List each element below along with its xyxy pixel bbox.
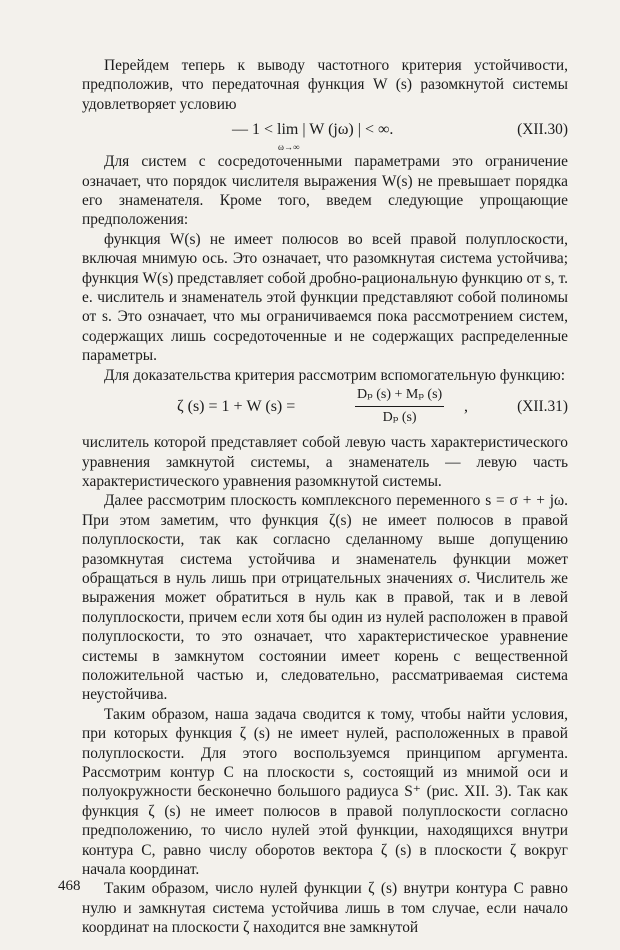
paragraph-7: Таким образом, наша задача сводится к тому, чтобы найти условия, при которых функция ζ (s) не имеет нулей, расположенных в правой полуплоскости. Для этого воспользуемся принципом аргумента. Рассмотрим контур C на плоскости s, состоящий из мнимой оси и полуокружности бесконечно большого радиуса S⁺ (рис. XII. 3). Так как функция ζ (s) не имеет полюсов в правой полуплоскости согласно предположению, то число нулей этой функции, находящихся внутри контура C, равно числу оборотов вектора ζ (s) в плоскости ζ вокруг начала координат.: [82, 705, 568, 879]
paragraph-2: Для систем с сосредоточенными параметрами это ограничение означает, что порядок числителя выражения W(s) не превышает порядка его знаменателя. Кроме того, введем следующие упрощающие предположения:: [82, 153, 568, 229]
paragraph-3: функция W(s) не имеет полюсов во всей правой полуплоскости, включая мнимую ось. Это означает, что разомкнутая система устойчива; функция W(s) представляет собой дробно-рациональную функцию от s, т. е. числитель и знаменатель этой функции представляют собой полиномы от s. Это означает, что мы ограничиваемся пока рассмотрением систем, содержащих лишь сосредоточенные и не содержащих распределенные параметры.: [82, 230, 568, 365]
equation-xii-31-lhs: ζ (s) = 1 + W (s) =: [177, 398, 296, 416]
equation-number-xii-31: (XII.31): [517, 398, 568, 416]
limit-operator: [277, 120, 300, 153]
paragraph-4: Для доказательства критерия рассмотрим вспомогательную функцию:: [104, 366, 566, 384]
limit-text: lim: [277, 121, 299, 139]
paragraph-6: Далее рассмотрим плоскость комплексного переменного s = σ + + jω. При этом заметим, что функция ζ(s) не имеет полюсов в правой полуплоскости, так как согласно сделанному выше допущению разомкнутая система устойчива и знаменатель функции может обращаться в нуль лишь при отрицательных значениях σ. Числитель же выражения может обратиться в нуль как в правой, так и в левой полуплоскости, причем если хотя бы один из нулей расположен в правой полуплоскости, то это означает, что характеристическое уравнение системы в замкнутом состоянии имеет корень с вещественной положительной частью и, следовательно, рассматриваемая система неустойчива.: [82, 492, 568, 704]
fraction-numerator: Dₚ (s) + Mₚ (s): [355, 385, 444, 406]
limit-subscript: ω→∞: [278, 142, 300, 153]
equation-comma: ,: [464, 398, 468, 416]
equation-xii-30-body: [232, 120, 394, 153]
paragraph-8: Таким образом, число нулей функции ζ (s) внутри контура C равно нулю и замкнутая система устойчива лишь в том случае, если начало координат на плоскости ζ находится вне замкнутой: [82, 880, 568, 937]
equation-xii-31: [82, 385, 568, 429]
paragraph-1: Перейдем теперь к выводу частотного критерия устойчивости, предположив, что передаточная функция W (s) разомкнутой системы удовлетворяет условию: [82, 57, 568, 113]
equation-xii-30: [82, 118, 568, 153]
page-body: [82, 56, 568, 938]
equation-xii-30-left: — 1 <: [232, 121, 274, 139]
fraction-denominator: Dₚ (s): [382, 409, 417, 425]
page-number: 468: [58, 878, 81, 894]
equation-xii-31-fraction: [355, 385, 444, 427]
equation-number-xii-30: (XII.30): [517, 121, 568, 139]
equation-xii-30-right: | W (jω) | < ∞.: [302, 121, 394, 139]
paragraph-5: числитель которой представляет собой левую часть характеристического уравнения замкнутой системы, а знаменатель — левую часть характеристического уравнения разомкнутой системы.: [82, 434, 568, 490]
